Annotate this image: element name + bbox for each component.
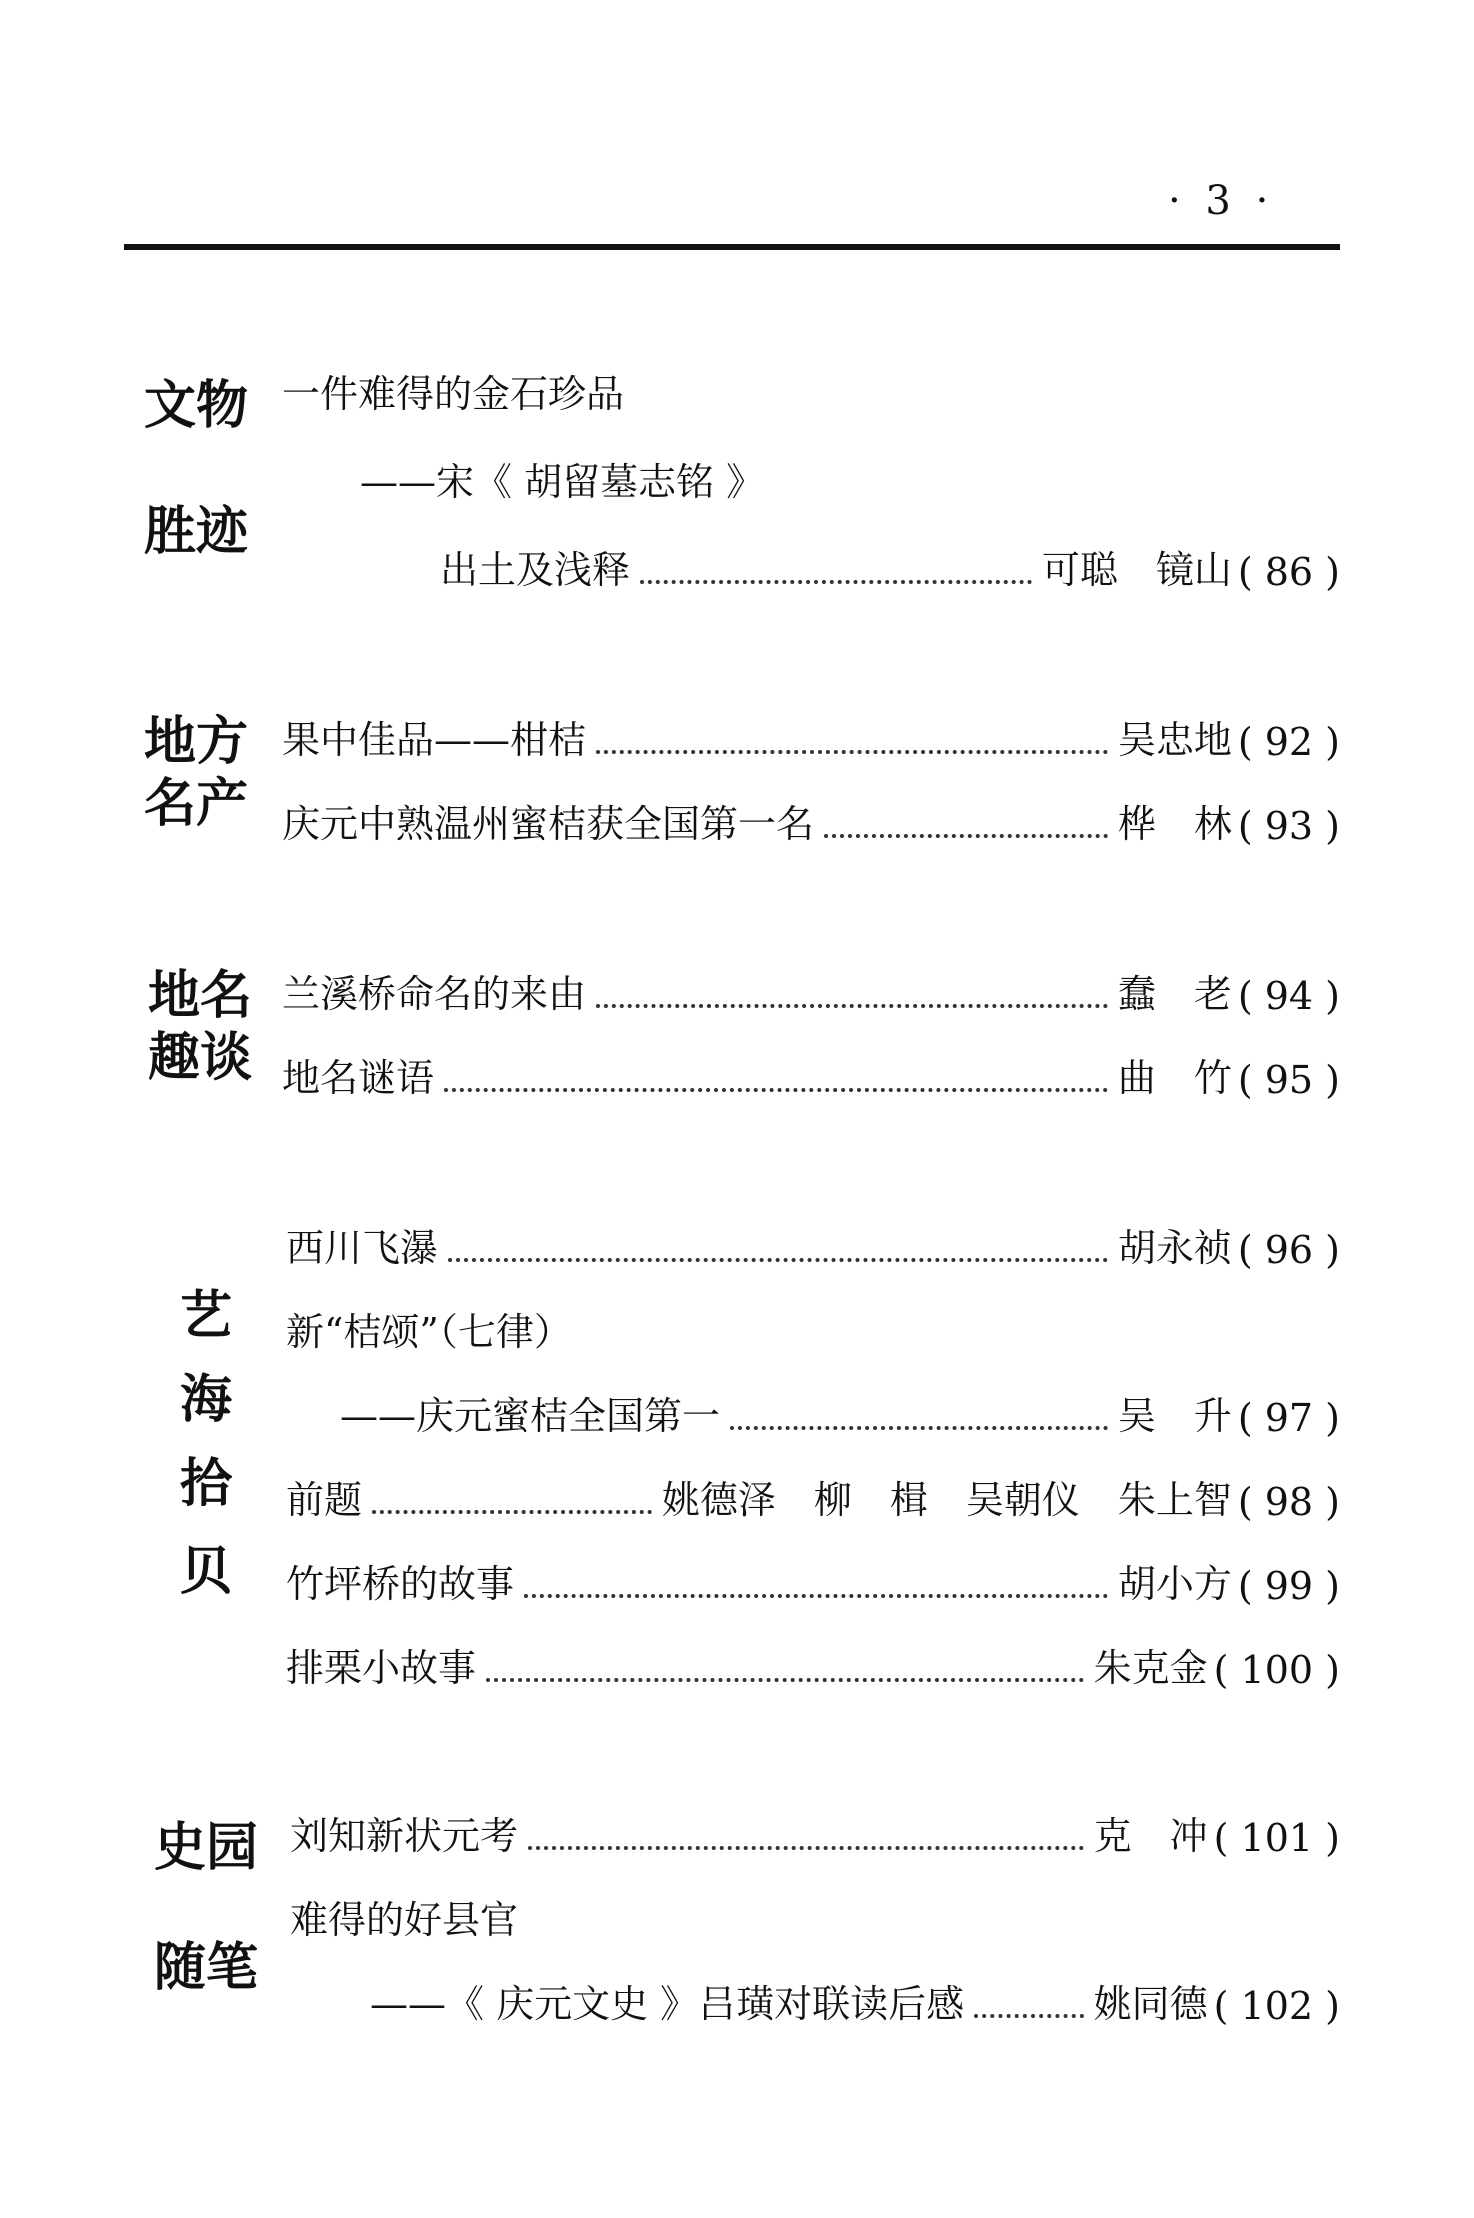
toc-entry: [286, 1640, 1340, 1692]
section-heading-2a: 地方: [144, 711, 249, 772]
toc-entry-author: 曲 竹: [1117, 1056, 1232, 1100]
toc-entry-title-line: 一件难得的金石珍品: [282, 372, 625, 416]
toc-entry-author: 姚德泽 柳 楫 吴朝仪 朱上智: [661, 1478, 1232, 1522]
page-number: · 3 ·: [1168, 178, 1275, 224]
toc-entry-subtitle-line: ——宋《 胡留墓志铭 》: [360, 460, 765, 504]
toc-entry-page: ( 93 ): [1237, 804, 1340, 848]
toc-entry-page: ( 97 ): [1237, 1396, 1340, 1440]
leader-dots: [974, 2014, 1083, 2018]
toc-entry: [286, 1556, 1340, 1608]
section-heading-5b: 随笔: [154, 1937, 259, 1998]
leader-dots: [486, 1678, 1084, 1682]
toc-entry-title: ——庆元蜜桔全国第一: [340, 1394, 721, 1438]
toc-entry-page: ( 95 ): [1237, 1058, 1340, 1102]
toc-entry-title-line: 新“桔颂”（七律）: [286, 1310, 572, 1354]
toc-entry-author: 吴 升: [1117, 1394, 1232, 1438]
toc-entry-page: ( 86 ): [1237, 550, 1340, 594]
leader-dots: [596, 750, 1108, 754]
toc-entry-title: 竹坪桥的故事: [286, 1562, 515, 1606]
toc-entry: [440, 542, 1340, 594]
section-heading-4d: 贝: [180, 1541, 233, 1602]
toc-entry-author: 蠢 老: [1117, 972, 1232, 1016]
toc-entry-author: 姚同德: [1093, 1982, 1208, 2026]
header-rule: [124, 244, 1340, 250]
section-heading-5a: 史园: [154, 1817, 259, 1878]
toc-entry-author: 朱克金: [1093, 1646, 1208, 1690]
toc-entry-title: ——《 庆元文史 》吕璜对联读后感: [370, 1982, 965, 2026]
section-heading-4a: 艺: [180, 1285, 233, 1346]
toc-entry-page: ( 94 ): [1237, 974, 1340, 1018]
leader-dots: [824, 834, 1108, 838]
toc-entry-author: 克 冲: [1093, 1814, 1208, 1858]
leader-dots: [640, 580, 1032, 584]
toc-entry-title: 排栗小故事: [286, 1646, 477, 1690]
toc-entry-title-line: 难得的好县官: [290, 1898, 519, 1942]
toc-entry-title: 地名谜语: [282, 1056, 435, 1100]
leader-dots: [444, 1088, 1108, 1092]
toc-entry: [370, 1976, 1340, 2028]
toc-entry-author: 桦 林: [1117, 802, 1232, 846]
toc-entry: [286, 1220, 1340, 1272]
toc-entry-author: 吴忠地: [1117, 718, 1232, 762]
toc-entry: [290, 1808, 1340, 1860]
section-heading-3a: 地名: [148, 965, 253, 1026]
toc-entry-title: 兰溪桥命名的来由: [282, 972, 587, 1016]
section-heading-1b: 胜迹: [144, 501, 249, 562]
toc-entry-title: 庆元中熟温州蜜桔获全国第一名: [282, 802, 815, 846]
toc-entry-author: 胡小方: [1117, 1562, 1232, 1606]
toc-entry-page: ( 99 ): [1237, 1564, 1340, 1608]
leader-dots: [730, 1426, 1108, 1430]
section-heading-2b: 名产: [144, 773, 249, 834]
toc-entry-title: 刘知新状元考: [290, 1814, 519, 1858]
section-heading-3b: 趣谈: [148, 1027, 253, 1088]
toc-entry-page: ( 96 ): [1237, 1228, 1340, 1272]
toc-entry-title: 前题: [286, 1478, 363, 1522]
toc-entry-title: 果中佳品——柑桔: [282, 718, 587, 762]
toc-entry: [282, 966, 1340, 1018]
toc-entry: [282, 1050, 1340, 1102]
leader-dots: [372, 1510, 652, 1514]
toc-entry-page: ( 98 ): [1237, 1480, 1340, 1524]
toc-entry-page: ( 100 ): [1213, 1648, 1340, 1692]
toc-entry: [282, 796, 1340, 848]
leader-dots: [448, 1258, 1108, 1262]
leader-dots: [596, 1004, 1108, 1008]
leader-dots: [524, 1594, 1108, 1598]
toc-entry: [282, 712, 1340, 764]
toc-entry-page: ( 101 ): [1213, 1816, 1340, 1860]
toc-entry-page: ( 92 ): [1237, 720, 1340, 764]
toc-entry-title: 西川飞瀑: [286, 1226, 439, 1270]
section-heading-4c: 拾: [180, 1453, 233, 1514]
section-heading-1a: 文物: [144, 375, 249, 436]
toc-entry: [340, 1388, 1340, 1440]
toc-entry-author: 胡永祯: [1117, 1226, 1232, 1270]
section-heading-4b: 海: [180, 1369, 233, 1430]
toc-entry-title: 出土及浅释: [440, 548, 631, 592]
leader-dots: [528, 1846, 1084, 1850]
toc-entry-author: 可聪 镜山: [1041, 548, 1232, 592]
toc-entry: [286, 1472, 1340, 1524]
toc-entry-page: ( 102 ): [1213, 1984, 1340, 2028]
